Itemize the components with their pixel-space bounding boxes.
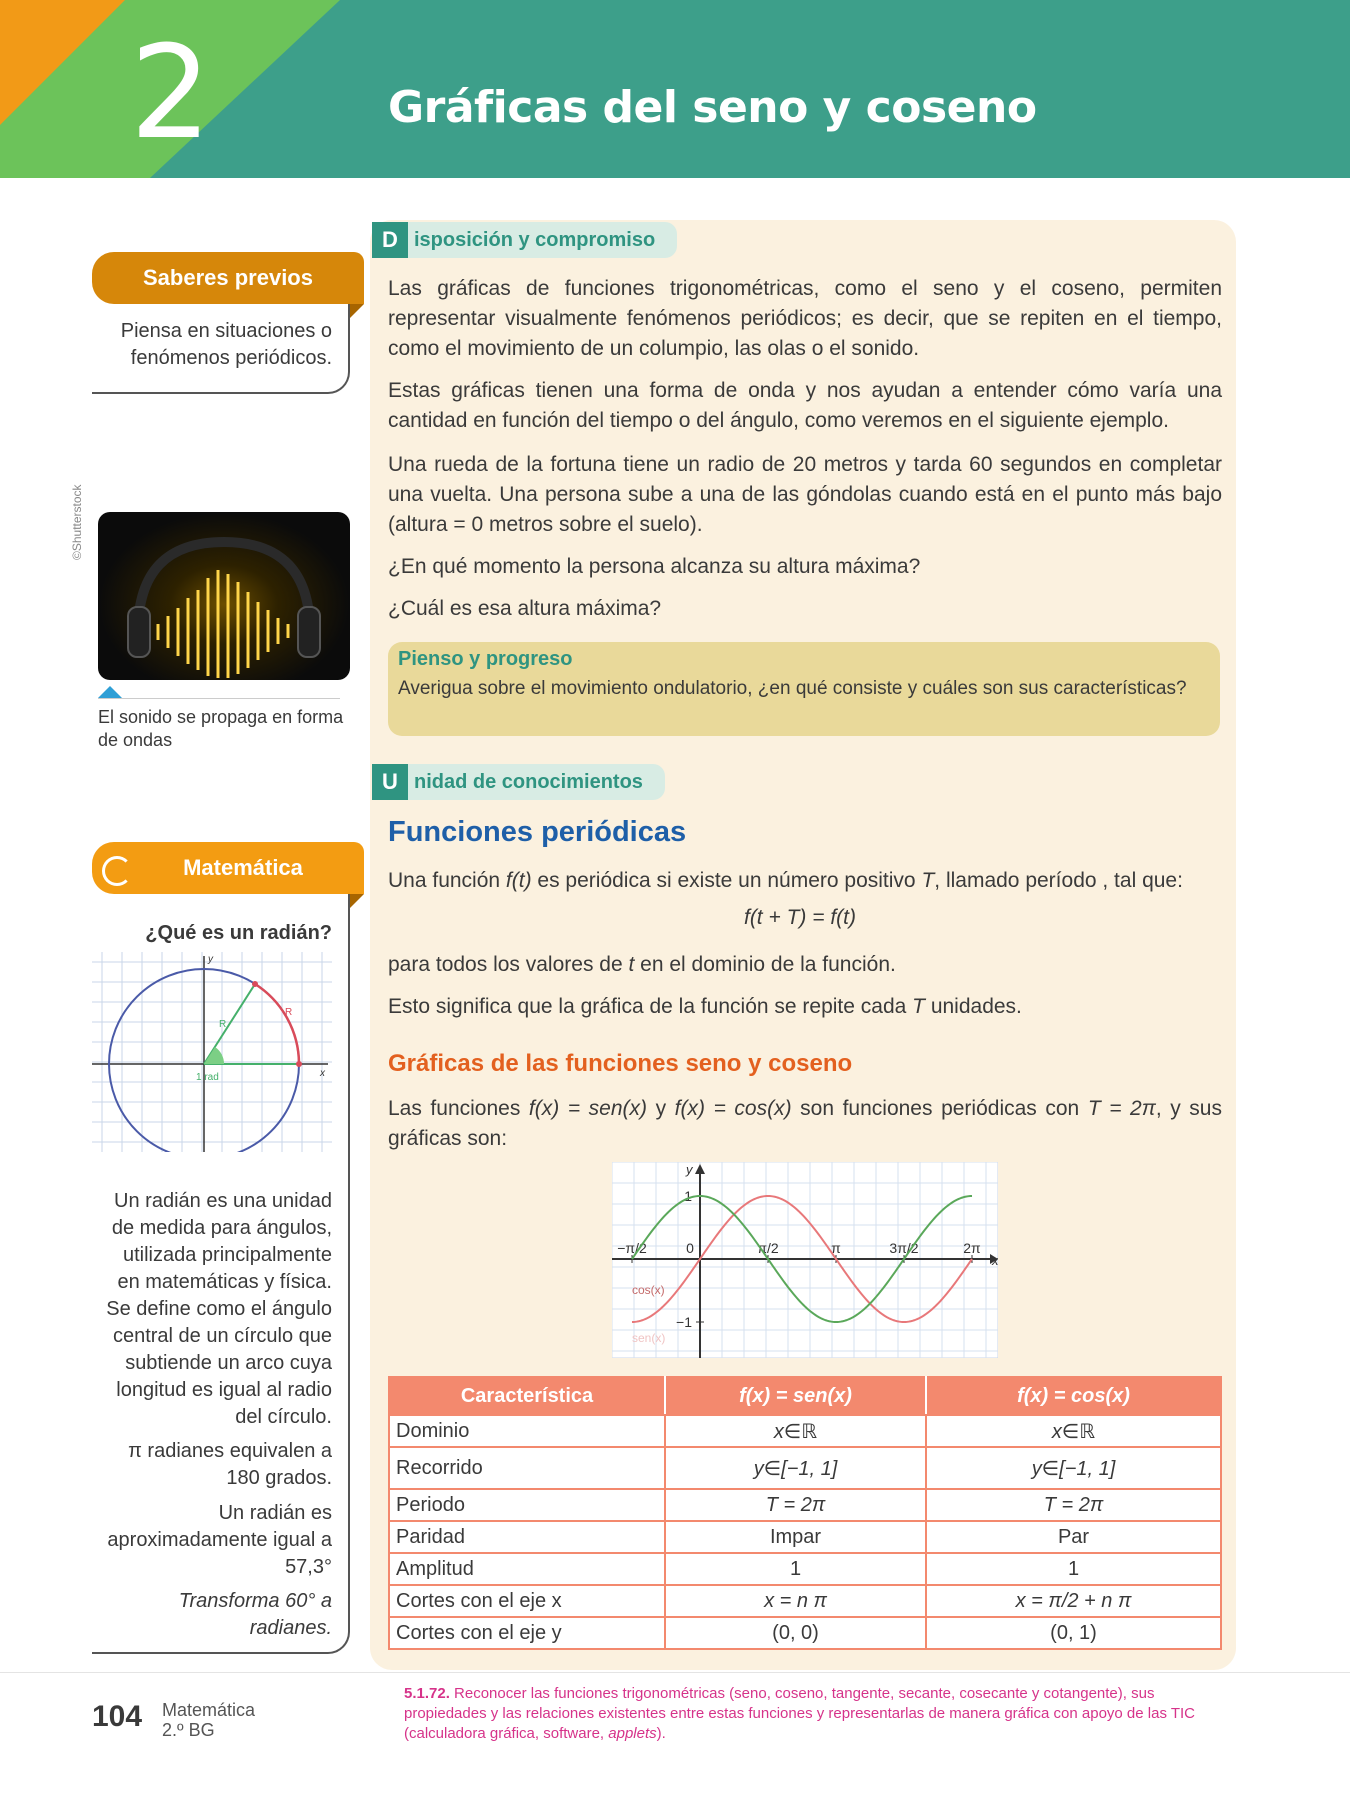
characteristics-table [388, 1376, 1222, 1650]
radian-definition: Un radián es una unidad de medida para ángulos, utilizada principalmente en matemáticas y física. Se define como el ángulo central de un círculo que subtiende un arco cuya longitud es igual al radio del círculo. [106, 1190, 332, 1428]
skill-standard [404, 1684, 1220, 1744]
table-cell: (0, 1) [926, 1617, 1221, 1649]
series-label: cos(x) [632, 1283, 665, 1297]
x-tick-label: 3π/2 [889, 1240, 919, 1256]
pienso-title: Pienso y progreso [398, 648, 573, 670]
table-cell: x = π/2 + n π [926, 1585, 1221, 1617]
tab-fold [350, 894, 364, 908]
skill-text: Reconocer las funciones trigonométricas (seno, coseno, tangente, secante, cosecante y cotangente), sus propiedades y las relaciones existentes entre estas funciones y representarlas de manera gráfica con apoyo de las TIC (calculadora gráfica, software, [404, 1685, 1196, 1742]
x-tick-label: −π/2 [617, 1240, 647, 1256]
table-row [389, 1585, 1221, 1617]
table-row [389, 1489, 1221, 1521]
periodicity-formula: f(t + T) = f(t) [743, 906, 856, 929]
periodic-domain-line [388, 950, 1222, 980]
table-cell: Paridad [389, 1521, 665, 1553]
text-run: T [921, 869, 935, 892]
table-cell: x∈ℝ [926, 1415, 1221, 1447]
text-run: f(t) [505, 869, 532, 892]
x-axis-label: x [992, 1253, 998, 1268]
sound-wave-icon [98, 512, 350, 680]
funciones-periodicas-heading: Funciones periódicas [388, 816, 687, 848]
saberes-text: Piensa en situaciones o fenómenos periódicos. [120, 320, 332, 369]
skill-applets: applets [608, 1725, 657, 1742]
x-tick-label: 0 [686, 1240, 694, 1256]
book-subject: Matemática [162, 1700, 256, 1720]
table-cell: Amplitud [389, 1553, 665, 1585]
text-run: Una función [388, 869, 506, 892]
table-row [389, 1415, 1221, 1447]
headphones-sound-photo [98, 512, 350, 680]
pienso-progreso-box [388, 642, 1220, 736]
graficas-heading: Gráficas de las funciones seno y coseno [388, 1050, 853, 1077]
pi-radians-text: π radianes equivalen a 180 grados. [128, 1440, 332, 1489]
arc-label: R [285, 1007, 293, 1018]
table-header: f(x) = sen(x) [665, 1377, 926, 1415]
table-cell: y∈[−1, 1] [665, 1447, 926, 1489]
table-cell: T = 2π [665, 1489, 926, 1521]
question-1: ¿En qué momento la persona alcanza su altura máxima? [388, 555, 921, 578]
question-2: ¿Cuál es esa altura máxima? [388, 597, 662, 620]
radian-y-label: y [208, 954, 213, 965]
page-number: 104 [92, 1700, 143, 1733]
radian-x-label: x [320, 1068, 325, 1079]
periodic-definition [388, 866, 1222, 896]
photo-credit: ©Shutterstock [70, 484, 84, 560]
matematica-title: Matemática [183, 855, 303, 880]
intro-paragraph-3: Una rueda de la fortuna tiene un radio de 20 metros y tarda 60 segundos en completar una vuelta. Una persona sube a una de las góndolas cuando está en el punto más bajo (altura = 0 metros sobre el suelo). [388, 453, 1222, 536]
matematica-swirl-icon [102, 856, 132, 886]
table-cell: x∈ℝ [665, 1415, 926, 1447]
y-tick-label: 1 [684, 1188, 692, 1204]
text-run: f(x) = sen(x) [528, 1097, 648, 1120]
table-cell: 1 [665, 1553, 926, 1585]
chapter-number: 2 [130, 19, 212, 168]
table-cell: (0, 0) [665, 1617, 926, 1649]
one-rad-label: 1 rad [196, 1072, 219, 1083]
text-run: f(x) = cos(x) [674, 1097, 792, 1120]
section-disposicion-tag [372, 222, 677, 258]
text-run: , y sus gráficas son: [388, 1097, 1222, 1150]
text-run: para todos los valores de [388, 953, 629, 976]
x-tick-label: 2π [963, 1240, 981, 1256]
radian-approx-text: Un radián es aproximadamente igual a 57,3° [107, 1502, 332, 1578]
saberes-title: Saberes previos [143, 265, 313, 290]
sine-cosine-chart [612, 1162, 998, 1358]
table-row [389, 1553, 1221, 1585]
caption-marker-icon [98, 686, 122, 698]
text-run: t [628, 953, 635, 976]
book-grade: 2.º BG [162, 1720, 215, 1740]
text-run: unidades. [924, 995, 1022, 1018]
table-cell: T = 2π [926, 1489, 1221, 1521]
table-cell: Par [926, 1521, 1221, 1553]
text-run: y [647, 1097, 675, 1120]
section-unidad-tag [372, 764, 665, 800]
skill-end: ). [656, 1725, 666, 1742]
section-letter: D [372, 222, 408, 258]
table-row [389, 1521, 1221, 1553]
y-axis-label: y [686, 1162, 693, 1177]
table-row [389, 1447, 1221, 1489]
text-run: T [912, 995, 925, 1018]
table-cell: Cortes con el eje y [389, 1617, 665, 1649]
radian-exercise: Transforma 60° a radianes. [178, 1590, 332, 1639]
text-run: es periódica si existe un número positivo [531, 869, 922, 892]
table-cell: 1 [926, 1553, 1221, 1585]
table-header: f(x) = cos(x) [926, 1377, 1221, 1415]
intro-paragraph-1: Las gráficas de funciones trigonométricas, como el seno y el coseno, permiten representar visualmente fenómenos periódicos; es decir, que se repiten en el tiempo, como el movimiento de un columpio, las olas o el sonido. [388, 277, 1222, 360]
text-run: T = 2π [1087, 1097, 1156, 1120]
section-title: isposición y compromiso [414, 228, 656, 251]
x-tick-label: π [831, 1240, 841, 1256]
text-run: Esto significa que la gráfica de la función se repite cada [388, 995, 913, 1018]
periodic-repeat-line [388, 992, 1222, 1022]
photo-caption: El sonido se propaga en forma de ondas [98, 707, 344, 750]
matematica-tab [92, 842, 364, 894]
radian-diagram [92, 952, 332, 1152]
table-cell: x = n π [665, 1585, 926, 1617]
table-header-row [389, 1377, 1221, 1415]
text-run: son funciones periódicas con [791, 1097, 1088, 1120]
footer-divider [0, 1672, 1350, 1673]
text-run: , llamado período , tal que: [934, 869, 1183, 892]
table-cell: Impar [665, 1521, 926, 1553]
saberes-previos-tab [92, 252, 364, 304]
y-tick-label: −1 [676, 1314, 692, 1330]
table-cell: y∈[−1, 1] [926, 1447, 1221, 1489]
caption-divider [98, 698, 340, 699]
table-cell: Dominio [389, 1415, 665, 1447]
table-header: Característica [389, 1377, 665, 1415]
x-tick-label: π/2 [757, 1240, 779, 1256]
chapter-title: Gráficas del seno y coseno [388, 82, 1037, 133]
section-letter: U [372, 764, 408, 800]
intro-paragraph-2: Estas gráficas tienen una forma de onda y nos ayudan a entender cómo varía una cantidad en función del tiempo o del ángulo, como veremos en el siguiente ejemplo. [388, 379, 1222, 432]
table-cell: Recorrido [389, 1447, 665, 1489]
text-run: Las funciones [388, 1097, 529, 1120]
chapter-header [0, 0, 1350, 178]
graficas-intro [388, 1094, 1222, 1154]
pienso-text: Averigua sobre el movimiento ondulatorio, ¿en qué consiste y cuáles son sus características? [398, 678, 1187, 699]
radian-question: ¿Qué es un radián? [145, 922, 332, 944]
skill-code: 5.1.72. [404, 1685, 450, 1702]
book-name [162, 1700, 255, 1740]
tab-fold [350, 304, 364, 318]
section-title: nidad de conocimientos [414, 770, 643, 793]
table-cell: Periodo [389, 1489, 665, 1521]
series-label: sen(x) [632, 1331, 666, 1345]
table-row [389, 1617, 1221, 1649]
text-run: en el dominio de la función. [634, 953, 896, 976]
radius-label: R [219, 1019, 227, 1030]
table-cell: Cortes con el eje x [389, 1585, 665, 1617]
